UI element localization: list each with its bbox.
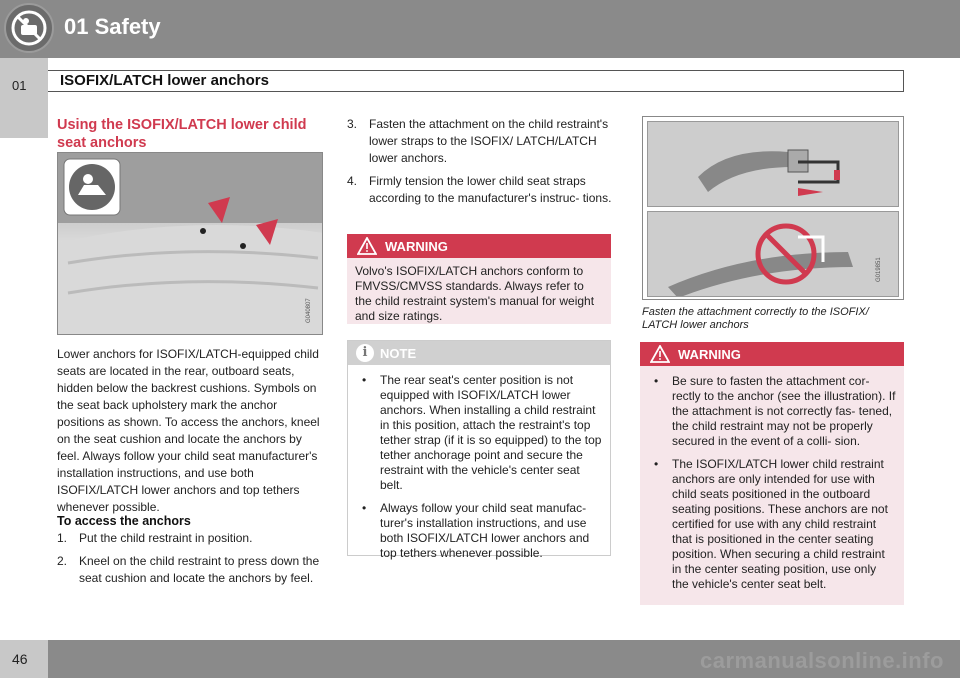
warning-triangle-icon — [357, 237, 377, 258]
page-number-tab — [0, 640, 48, 678]
warning-header — [640, 342, 904, 366]
note-label: NOTE — [380, 346, 417, 361]
page-footer — [0, 640, 960, 678]
watermark: carmanualsonline.info — [700, 648, 944, 673]
subheading-access: To access the anchors — [57, 514, 191, 528]
list-item: 3. Fasten the attachment on the child restraint's lower straps to the ISOFIX/ LATCH/LATCH lower anchors. — [347, 117, 609, 165]
warning-label: WARNING — [678, 347, 741, 362]
info-icon: i — [356, 344, 374, 362]
note-box — [347, 340, 611, 560]
warning-label: WARNING — [385, 239, 448, 254]
list-item: 4. Firmly tension the lower child seat straps according to the manufacturer's instruc- tions. — [347, 174, 612, 205]
steps-list-1 — [57, 530, 325, 593]
anchor-illustration — [642, 116, 904, 300]
list-item: • The rear seat's center position is not equipped with ISOFIX/LATCH lower anchors. When installing a child restraint in this position, attach the restraint's top tether strap (if it is so equipped) to the top tether anchorage point and secure the restraint with the vehicle's center seat belt. — [362, 373, 602, 492]
warning-box-2 — [640, 342, 904, 605]
section-heading: Using the ISOFIX/LATCH lower child seat anchors — [57, 117, 307, 151]
section-header — [48, 70, 904, 92]
child-safety-logo-icon — [4, 3, 54, 53]
section-title: ISOFIX/LATCH lower anchors — [60, 72, 269, 89]
chapter-header-bar — [0, 0, 960, 58]
list-item: 2. Kneel on the child restraint to press down the seat cushion and locate the anchors by feel. — [57, 554, 320, 585]
list-item: 1. Put the child restraint in position. — [57, 531, 253, 545]
warning-box-1 — [347, 234, 611, 324]
correct-attachment-panel — [647, 121, 899, 207]
illus-code: G019851 — [876, 257, 882, 282]
incorrect-attachment-panel — [647, 211, 899, 297]
list-item: • Be sure to fasten the attachment cor- rectly to the anchor (see the illustration). If the attachment is not correctly fas- tened, the child restraint may not be properly secured in the event of a colli- sion. — [654, 374, 896, 448]
chapter-tab — [0, 58, 48, 138]
seat-anchor-photo — [57, 152, 323, 335]
list-item: • The ISOFIX/LATCH lower child restraint anchors are only intended for use with child seats positioned in the outboard seating positions. These anchors are not certified for use with any child restraint that is positioned in the center seating position. When securing a child restraint in the center seating position, use only the vehicle's center seat belt. — [654, 457, 888, 591]
warning-header — [347, 234, 611, 258]
steps-list-2 — [347, 116, 613, 213]
photo-code: G040807 — [306, 298, 312, 323]
note-header — [348, 341, 610, 365]
list-item: • Always follow your child seat manufac- turer's installation instructions, and use both ISOFIX/LATCH lower anchors and top tethers whenever possible. — [362, 501, 590, 560]
chapter-title: 01 Safety — [64, 14, 161, 39]
illustration-caption: Fasten the attachment correctly to the ISOFIX/ LATCH lower anchors — [642, 306, 869, 331]
warning-text: Volvo's ISOFIX/LATCH anchors conform to FMVSS/CMVSS standards. Always refer to the child restraint system's manual for weight and size ratings. — [355, 264, 595, 323]
intro-paragraph: Lower anchors for ISOFIX/LATCH-equipped child seats are located in the rear, outboard seats, hidden below the backrest cushions. Symbols on the seat back upholstery mark the anchor positions as shown. To access the anchors, kneel on the seat cushion and locate the anchors by feel. Always follow your child seat manufacturer's installation instructions, and use both ISOFIX/LATCH lower anchors and top tethers whenever possible. — [57, 347, 320, 514]
page-number: 46 — [12, 651, 28, 667]
chapter-number: 01 — [12, 78, 27, 93]
warning-triangle-icon — [650, 345, 670, 366]
